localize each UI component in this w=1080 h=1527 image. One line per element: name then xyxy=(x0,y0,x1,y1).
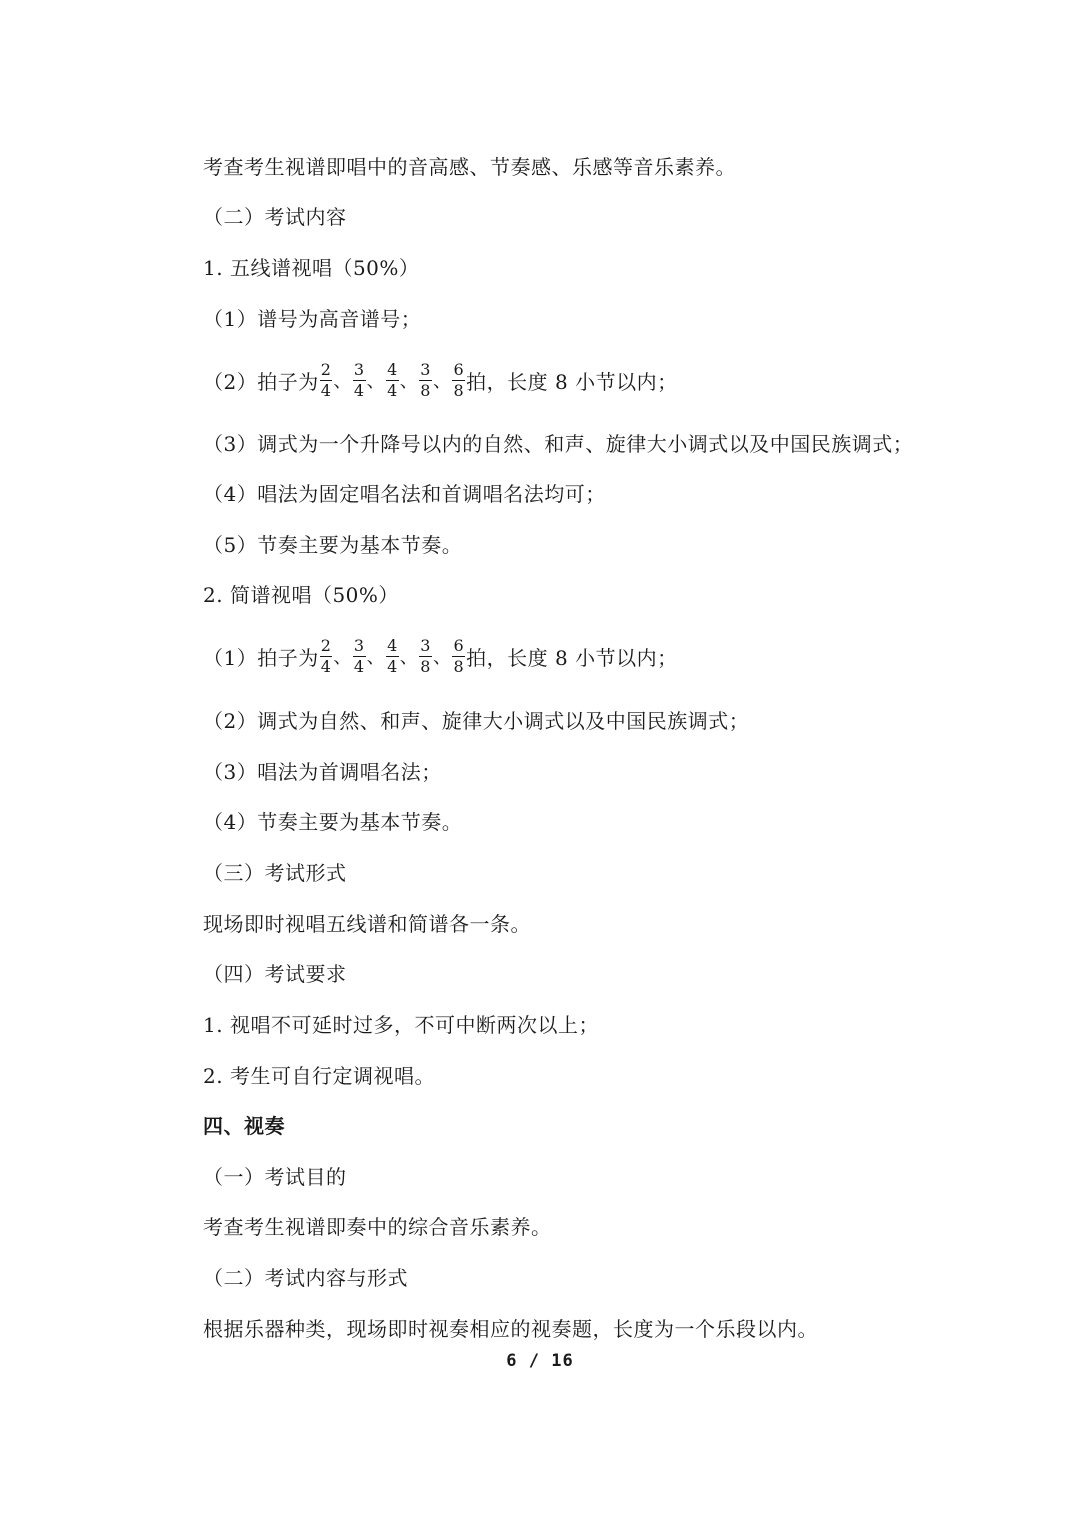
meter-prefix: （1）拍子为 xyxy=(203,645,319,670)
time-signature-fraction: $\frac{3}{8}$ xyxy=(420,360,431,400)
heading-exam-format: （三）考试形式 xyxy=(203,861,347,885)
time-signature-fraction: $\frac{4}{4}$ xyxy=(387,636,398,676)
time-signature-fraction: $\frac{4}{4}$ xyxy=(387,360,398,400)
list-item-rhythm-staff: （5）节奏主要为基本节奏。 xyxy=(203,533,463,557)
paragraph-exam-purpose-playing: 考查考生视谱即奏中的综合音乐素养。 xyxy=(203,1215,552,1239)
time-signature-fraction: $\frac{2}{4}$ xyxy=(320,360,332,400)
heading-exam-requirements: （四）考试要求 xyxy=(203,962,347,986)
list-item-requirement-1: 1. 视唱不可延时过多，不可中断两次以上； xyxy=(203,1013,599,1037)
heading-content-and-format: （二）考试内容与形式 xyxy=(203,1266,408,1290)
list-item-mode-jianpu: （2）调式为自然、和声、旋律大小调式以及中国民族调式； xyxy=(203,709,750,733)
list-item-clef: （1）谱号为高音谱号； xyxy=(203,307,422,331)
time-signature-fraction: $\frac{6}{8}$ xyxy=(453,636,465,676)
time-signature-fraction: $\frac{3}{4}$ xyxy=(353,636,365,676)
heading-jianpu-sight-singing: 2. 简谱视唱（50%） xyxy=(203,583,399,607)
heading-exam-purpose-playing: （一）考试目的 xyxy=(203,1165,347,1189)
time-signature-fraction: $\frac{6}{8}$ xyxy=(453,360,465,400)
paragraph-content-and-format: 根据乐器种类，现场即时视奏相应的视奏题，长度为一个乐段以内。 xyxy=(203,1317,818,1341)
paragraph-exam-purpose: 考查考生视谱即唱中的音高感、节奏感、乐感等音乐素养。 xyxy=(203,155,736,179)
page-number: 6 / 16 xyxy=(506,1351,574,1371)
list-item-meter-jianpu: （1）拍子为 $\frac{2}{4}$ 、 $\frac{3}{4}$ 、 $\frac{4}{4}$ 、 $\frac{3}{8}$ 、 $\frac{6}{8}$ 拍，长度 8 小节以内； xyxy=(203,636,678,676)
meter-suffix: 拍，长度 8 小节以内； xyxy=(466,369,678,394)
time-signature-fraction: $\frac{2}{4}$ xyxy=(320,636,332,676)
paragraph-exam-format: 现场即时视唱五线谱和简谱各一条。 xyxy=(203,912,531,936)
time-signature-fraction: $\frac{3}{8}$ xyxy=(420,636,431,676)
time-signature-fraction: $\frac{3}{4}$ xyxy=(353,360,365,400)
meter-suffix: 拍，长度 8 小节以内； xyxy=(466,645,678,670)
list-item-solmization-jianpu: （3）唱法为首调唱名法； xyxy=(203,760,442,784)
list-item-meter-staff: （2）拍子为 $\frac{2}{4}$ 、 $\frac{3}{4}$ 、 $\frac{4}{4}$ 、 $\frac{3}{8}$ 、 $\frac{6}{8}$ 拍，长度 8 小节以内； xyxy=(203,360,678,400)
list-item-rhythm-jianpu: （4）节奏主要为基本节奏。 xyxy=(203,810,463,834)
list-item-mode-staff: （3）调式为一个升降号以内的自然、和声、旋律大小调式以及中国民族调式； xyxy=(203,432,914,456)
meter-prefix: （2）拍子为 xyxy=(203,369,319,394)
list-item-solmization-staff: （4）唱法为固定唱名法和首调唱名法均可； xyxy=(203,482,606,506)
list-item-requirement-2: 2. 考生可自行定调视唱。 xyxy=(203,1064,435,1088)
section-heading-sight-playing: 四、视奏 xyxy=(203,1114,285,1138)
heading-staff-sight-singing: 1. 五线谱视唱（50%） xyxy=(203,256,420,280)
heading-exam-content: （二）考试内容 xyxy=(203,205,347,229)
